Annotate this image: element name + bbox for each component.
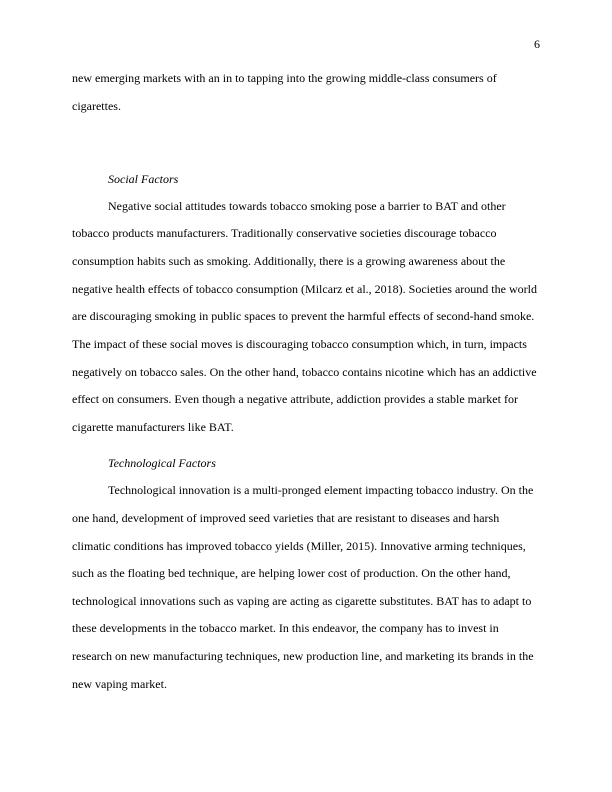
page-number: 6 [534, 37, 540, 51]
text-line: Technological innovation is a multi-pronged element impacting tobacco industry. On the [108, 483, 534, 497]
text-line: research on new manufacturing techniques, new production line, and marketing its brands in the [72, 649, 534, 663]
text-line: effect on consumers. Even though a negative attribute, addiction provides a stable market for [72, 392, 518, 406]
text-line: such as the floating bed technique, are helping lower cost of production. On the other hand, [72, 566, 511, 580]
text-line: Negative social attitudes towards tobacco smoking pose a barrier to BAT and other [108, 199, 506, 213]
text-line: The impact of these social moves is discouraging tobacco consumption which, in turn, impacts [72, 337, 527, 351]
text-line: technological innovations such as vaping are acting as cigarette substitutes. BAT has to adapt to [72, 594, 532, 608]
text-line: these developments in the tobacco market. In this endeavor, the company has to invest in [72, 621, 499, 635]
text-line: negatively on tobacco sales. On the other hand, tobacco contains nicotine which has an addictive [72, 365, 537, 379]
text-line: cigarette manufacturers like BAT. [72, 420, 234, 434]
text-line: negative health effects of tobacco consumption (Milcarz et al., 2018). Societies around the world [72, 282, 537, 296]
text-line: new vaping market. [72, 677, 167, 691]
text-line: tobacco products manufacturers. Traditionally conservative societies discourage tobacco [72, 226, 497, 240]
text-line: one hand, development of improved seed varieties that are resistant to diseases and harsh [72, 511, 500, 525]
text-line: are discouraging smoking in public spaces to prevent the harmful effects of second-hand smoke. [72, 309, 535, 323]
text-line: new emerging markets with an in to tapping into the growing middle-class consumers of [72, 71, 497, 85]
section-heading: Technological Factors [108, 456, 216, 470]
text-line: cigarettes. [72, 99, 121, 113]
section-heading: Social Factors [108, 172, 179, 186]
text-line: consumption habits such as smoking. Additionally, there is a growing awareness about the [72, 254, 506, 268]
text-line: climatic conditions has improved tobacco yields (Miller, 2015). Innovative arming techniques, [72, 539, 526, 553]
